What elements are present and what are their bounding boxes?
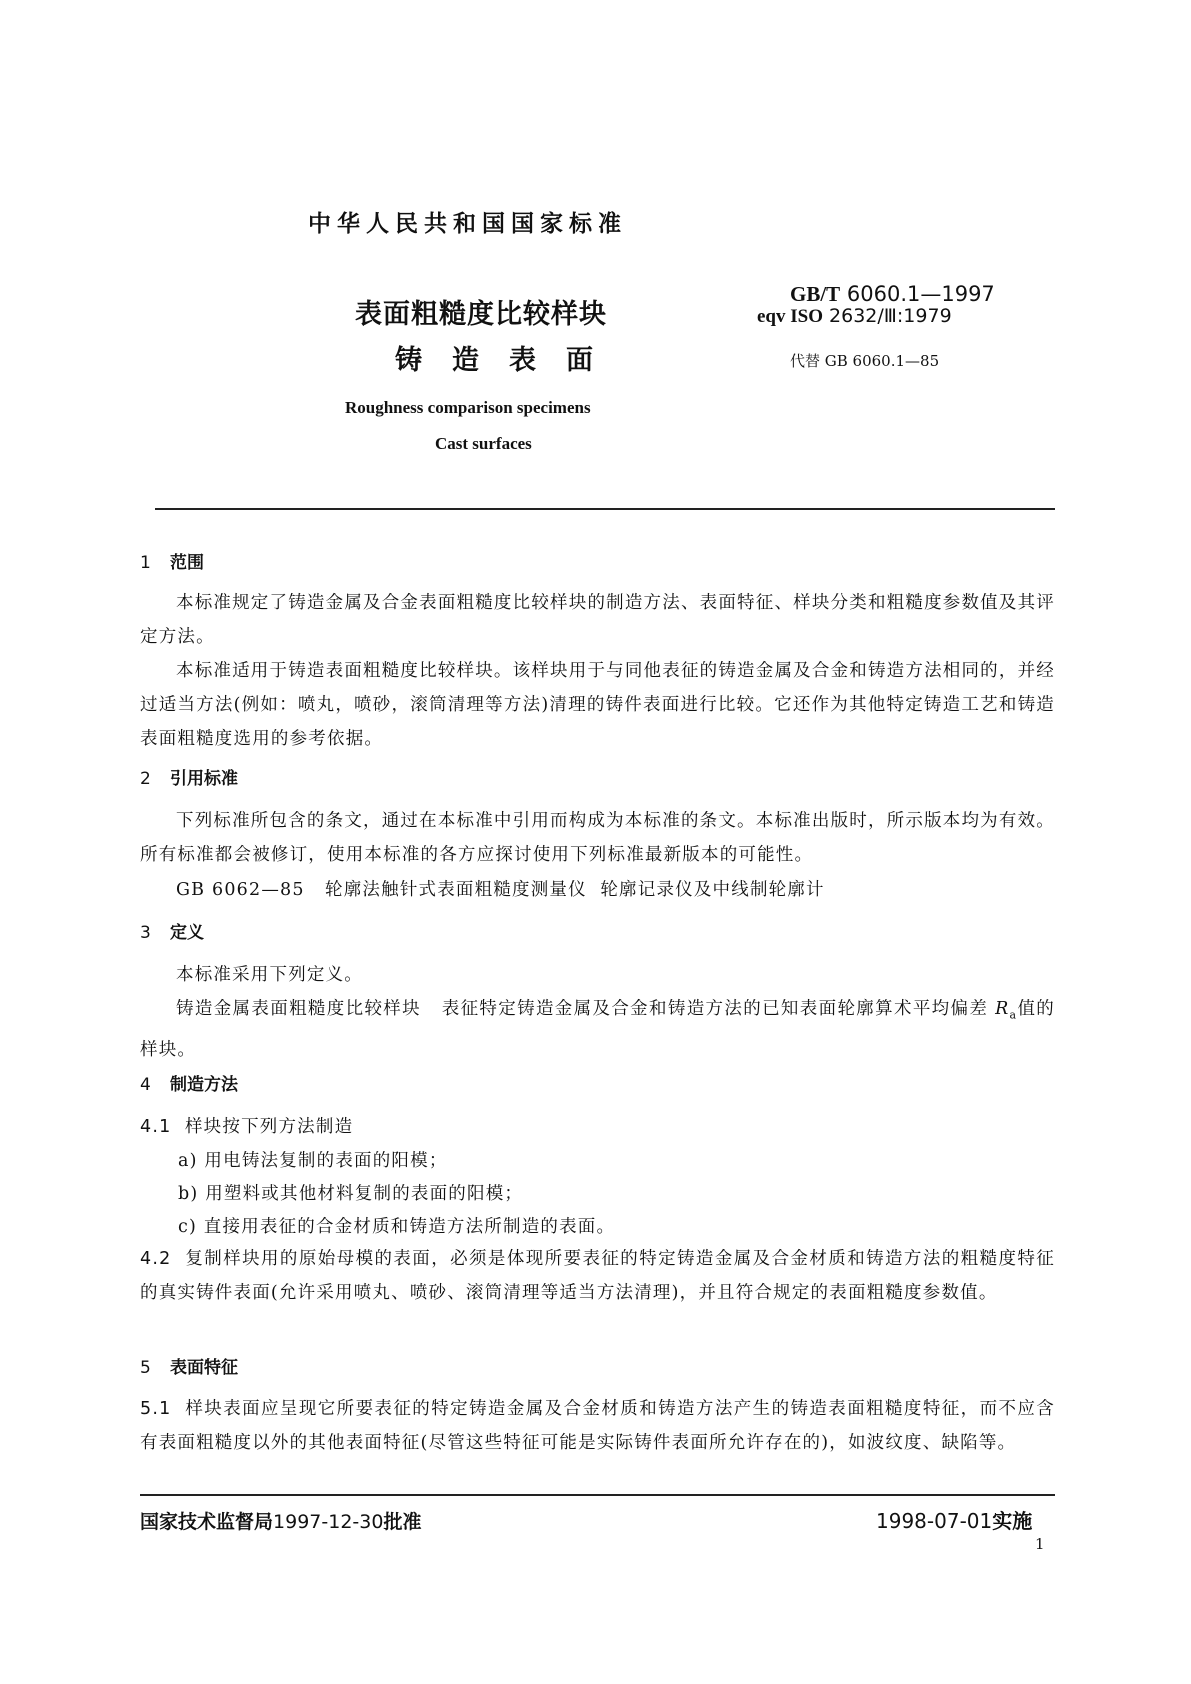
approval-label: 批准: [383, 1511, 422, 1533]
section-3-definition: [140, 992, 1055, 1067]
section-title: 制造方法: [170, 1075, 238, 1095]
standard-number: [790, 282, 995, 307]
section-1-paragraph-1: 本标准规定了铸造金属及合金表面粗糙度比较样块的制造方法、表面特征、样块分类和粗糙度参数值及其评定方法。: [140, 593, 1055, 647]
document-title-cn: 表面粗糙度比较样块: [355, 299, 607, 330]
clause-5-1: [140, 1392, 1055, 1460]
clause-number: 5.1: [140, 1399, 172, 1419]
approval-line: [140, 1507, 421, 1534]
footer-divider: [140, 1494, 1055, 1496]
section-4-heading: [140, 1070, 238, 1095]
clause-4-1: [140, 1113, 353, 1138]
standard-prefix: GB/T: [790, 282, 841, 306]
definition-term: 铸造金属表面粗糙度比较样块: [176, 999, 421, 1019]
list-item-b: b) 用塑料或其他材料复制的表面的阳模；: [178, 1184, 524, 1204]
replaces-note: 代替 GB 6060.1—85: [790, 352, 940, 370]
equivalent-prefix: eqv ISO: [757, 306, 823, 327]
section-3-paragraph-1: 本标准采用下列定义。: [176, 965, 363, 985]
section-number: 4: [140, 1075, 151, 1095]
list-item-c: c) 直接用表征的合金材质和铸造方法所制造的表面。: [178, 1217, 616, 1237]
header-divider: [155, 508, 1055, 510]
equivalent-standard: [757, 305, 952, 328]
page-number: 1: [1035, 1535, 1045, 1553]
normative-reference: [176, 876, 825, 901]
list-item-a: a) 用电铸法复制的表面的阳模；: [178, 1151, 448, 1171]
section-title: 定义: [170, 923, 204, 943]
clause-text: 样块按下列方法制造: [184, 1117, 354, 1137]
clause-number: 4.2: [140, 1249, 172, 1269]
roughness-symbol: R: [995, 999, 1010, 1019]
section-1-heading: [140, 548, 204, 573]
section-number: 5: [140, 1358, 151, 1378]
section-2-paragraph-1: 下列标准所包含的条文，通过在本标准中引用而构成为本标准的条文。本标准出版时，所示版本均为有效。所有标准都会被修订，使用本标准的各方应探讨使用下列标准最新版本的可能性。: [140, 811, 1055, 865]
implementation-date: 1998-07-01: [876, 1509, 993, 1533]
clause-number: 4.1: [140, 1117, 172, 1137]
implementation-label: 实施: [992, 1509, 1033, 1533]
section-number: 2: [140, 769, 151, 789]
roughness-subscript: a: [1009, 1008, 1018, 1022]
approver: 国家技术监督局: [140, 1511, 274, 1533]
section-title: 表面特征: [170, 1358, 238, 1378]
section-5-heading: [140, 1353, 238, 1378]
document-title-en: Roughness comparison specimens: [345, 398, 591, 417]
document-subtitle-cn: 铸造表面: [395, 345, 623, 376]
standard-code: 6060.1—1997: [846, 282, 995, 306]
section-number: 1: [140, 553, 151, 573]
reference-code: GB 6062—85: [176, 880, 305, 900]
approval-date: 1997-12-30: [273, 1511, 384, 1533]
document-subtitle-en: Cast surfaces: [435, 434, 532, 453]
section-title: 引用标准: [170, 769, 238, 789]
national-standard-title: 中华人民共和国国家标准: [308, 211, 627, 237]
section-number: 3: [140, 923, 151, 943]
equivalent-code: 2632/Ⅲ:1979: [829, 305, 952, 327]
clause-text: 样块表面应呈现它所要表征的特定铸造金属及合金材质和铸造方法产生的铸造表面粗糙度特征，而不应含有表面粗糙度以外的其他表面特征(尽管这些特征可能是实际铸件表面所允许存在的)，如波纹度、缺陷等。: [140, 1399, 1055, 1453]
reference-title: 轮廓法触针式表面粗糙度测量仪 轮廓记录仪及中线制轮廓计: [325, 880, 825, 900]
definition-end: 值的样块。: [140, 999, 1055, 1060]
implementation-line: [876, 1505, 1032, 1534]
section-1-paragraph-2: 本标准适用于铸造表面粗糙度比较样块。该样块用于与同他表征的铸造金属及合金和铸造方法相同的，并经过适当方法(例如：喷丸，喷砂，滚筒清理等方法)清理的铸件表面进行比较。它还作为其他特定铸造工艺和铸造表面粗糙度选用的参考依据。: [140, 661, 1055, 749]
section-2-heading: [140, 764, 238, 789]
clause-text: 复制样块用的原始母模的表面，必须是体现所要表征的特定铸造金属及合金材质和铸造方法的粗糙度特征的真实铸件表面(允许采用喷丸、喷砂、滚筒清理等适当方法清理)，并且符合规定的表面粗糙度参数值。: [140, 1249, 1055, 1303]
definition-text: 表征特定铸造金属及合金和铸造方法的已知表面轮廓算术平均偏差: [441, 999, 989, 1019]
section-title: 范围: [170, 553, 204, 573]
section-3-heading: [140, 918, 204, 943]
clause-4-2: [140, 1242, 1055, 1310]
